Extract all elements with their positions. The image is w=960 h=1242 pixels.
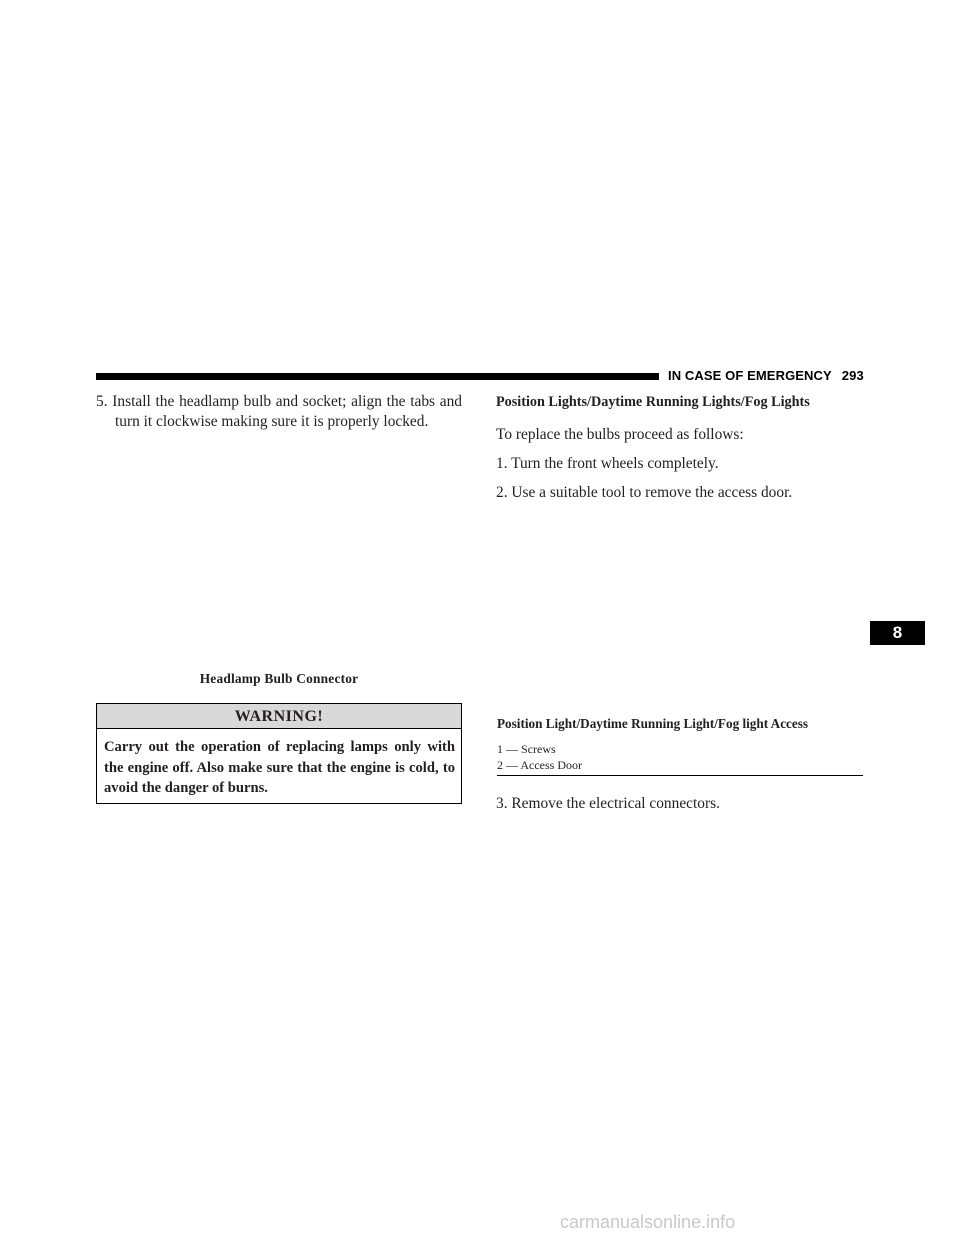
section-heading: Position Lights/Daytime Running Lights/Fog Lights — [496, 394, 810, 410]
access-figure-caption: Position Light/Daytime Running Light/Fog light Access — [497, 716, 809, 731]
step-2-text: 2. Use a suitable tool to remove the access door. — [496, 484, 793, 501]
running-header — [668, 368, 864, 383]
right-column — [496, 393, 864, 501]
headlamp-figure-caption: Headlamp Bulb Connector — [199, 671, 359, 686]
warning-box — [96, 703, 462, 804]
warning-title: WARNING! — [97, 704, 461, 729]
chapter-tab: 8 — [870, 621, 925, 645]
step-3-text: 3. Remove the electrical connectors. — [496, 795, 720, 812]
legend-rule — [497, 775, 863, 776]
warning-body: Carry out the operation of replacing lamps only with the engine off. Also make sure that the engine is cold, to avoid the danger of burns. — [104, 739, 455, 796]
legend-item: 2 — Access Door — [497, 758, 582, 772]
left-column — [96, 392, 462, 432]
section-title: IN CASE OF EMERGENCY — [668, 368, 832, 383]
step-5-text: 5. Install the headlamp bulb and socket; align the tabs and turn it clockwise making sure it is properly locked. — [96, 393, 462, 430]
intro-text: To replace the bulbs proceed as follows: — [496, 426, 744, 443]
header-rule — [96, 373, 659, 380]
page-number: 293 — [841, 368, 864, 383]
figure-legend — [497, 741, 863, 773]
step-1-text: 1. Turn the front wheels completely. — [496, 455, 719, 472]
legend-item: 1 — Screws — [497, 742, 556, 756]
watermark: carmanualsonline.info — [560, 1212, 736, 1232]
